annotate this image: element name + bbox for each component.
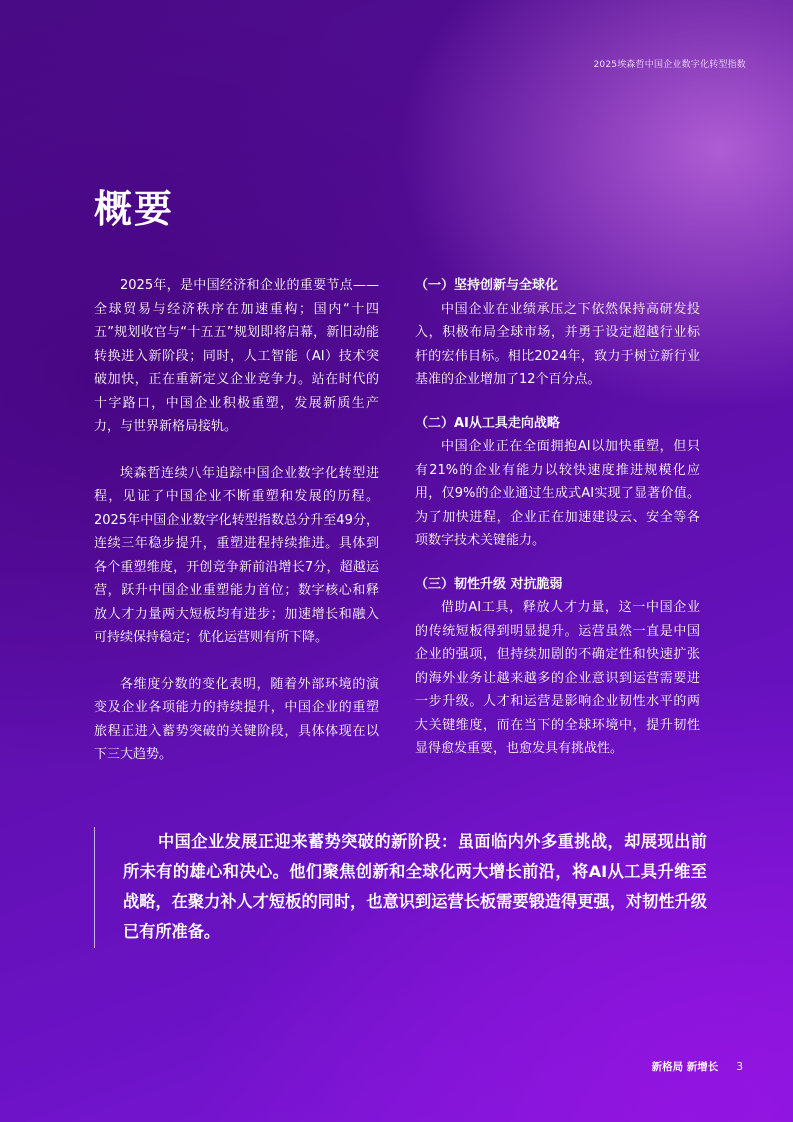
callout-text: 中国企业发展正迎来蓄势突破的新阶段：虽面临内外多重挑战，却展现出前所未有的雄心和决心。他们聚焦创新和全球化两大增长前沿，将AI从工具升维至战略，在聚力补人才短板的同时，也意识到运营长板需要锻造得更强，对韧性升级已有所准备。	[123, 832, 707, 941]
trend-section-3	[415, 573, 700, 761]
intro-paragraph-2: 埃森哲连续八年追踪中国企业数字化转型进程，见证了中国企业不断重塑和发展的历程。2025年中国企业数字化转型指数总分升至49分，连续三年稳步提升，重塑进程持续推进。具体到各个重塑维度，开创竞争新前沿增长7分，超越运营，跃升中国企业重塑能力首位；数字核心和释放人才力量两大短板均有进步；加速增长和融入可持续保持稳定；优化运营则有所下降。	[94, 465, 379, 645]
page-footer	[652, 1059, 743, 1074]
footer-label: 新格局 新增长	[651, 1061, 719, 1073]
right-column	[415, 274, 700, 781]
report-header-title: 2025埃森哲中国企业数字化转型指数	[593, 60, 746, 70]
intro-paragraph-1: 2025年，是中国经济和企业的重要节点——全球贸易与经济秩序在加速重构；国内“十四五”规划收官与“十五五”规划即将启幕，新旧动能转换进入新阶段；同时，人工智能（AI）技术突破加快，正在重新定义企业竞争力。站在时代的十字路口，中国企业积极重塑，发展新质生产力，与世界新格局接轨。	[94, 278, 379, 434]
trend-section-2	[415, 412, 700, 553]
trend-section-title: （三）韧性升级 对抗脆弱	[415, 576, 563, 592]
key-takeaway-callout	[94, 827, 707, 948]
page-number: 3	[736, 1061, 743, 1073]
page-title: 概要	[94, 187, 175, 231]
left-column	[94, 274, 379, 790]
trend-section-1	[415, 274, 700, 392]
trend-section-text: 借助AI工具，释放人才力量，这一中国企业的传统短板得到明显提升。运营虽然一直是中国企业的强项，但持续加剧的不确定性和快速扩张的海外业务让越来越多的企业意识到运营需要进一步升级。人才和运营是影响企业韧性水平的两大关键维度，而在当下的全球环境中，提升韧性显得愈发重要，也愈发具有挑战性。	[415, 600, 700, 756]
trend-section-title: （一）坚持创新与全球化	[415, 278, 559, 293]
trend-section-title: （二）AI从工具走向战略	[415, 415, 560, 431]
trend-section-text: 中国企业在业绩承压之下依然保持高研发投入，积极布局全球市场，并勇于设定超越行业标杆的宏伟目标。相比2024年，致力于树立新行业基准的企业增加了12个百分点。	[415, 301, 700, 387]
trend-section-text: 中国企业正在全面拥抱AI以加快重塑，但只有21%的企业有能力以较快速度推进规模化应用，仅9%的企业通过生成式AI实现了显著价值。为了加快进程，企业正在加速建设云、安全等各项数字技术关键能力。	[415, 439, 700, 548]
intro-paragraph-3: 各维度分数的变化表明，随着外部环境的演变及企业各项能力的持续提升，中国企业的重塑旅程正进入蓄势突破的关键阶段，具体体现在以下三大趋势。	[94, 676, 379, 762]
